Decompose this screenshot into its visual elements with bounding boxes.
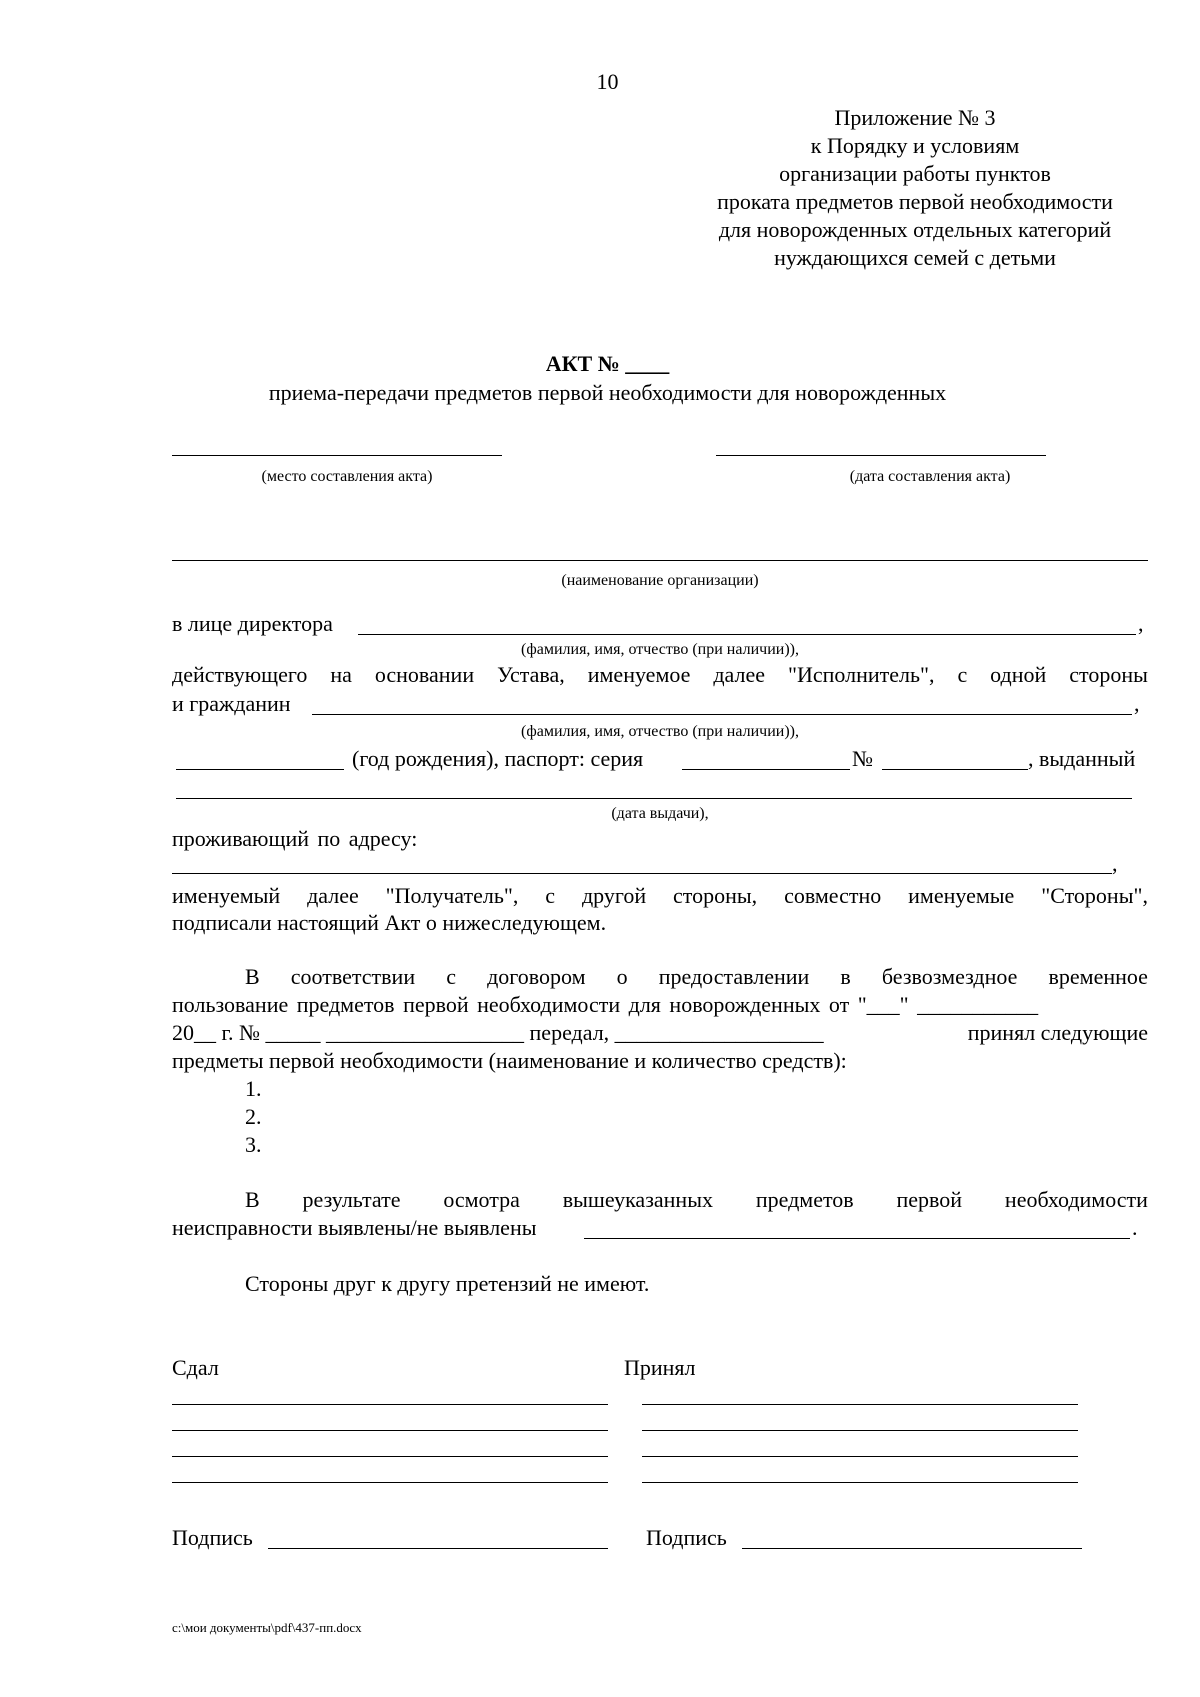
comma: , [1134,691,1140,716]
handed-label: Сдал [172,1355,219,1380]
word: предоставлении [658,964,810,989]
citizen-label: и гражданин [172,691,291,716]
appendix-line: организации работы пунктов [779,161,1051,186]
appendix-line: к Порядку и условиям [810,133,1020,158]
citizen-field[interactable] [312,714,1132,715]
word: именуемое [587,662,691,687]
word: первой [896,1187,963,1212]
organization-field[interactable] [172,560,1148,561]
signature-field-right[interactable] [742,1548,1082,1549]
handed-line-1[interactable] [172,1404,608,1405]
act-title: АКТ № ____ [545,351,670,376]
fio-caption-2: (фамилия, имя, отчество (при наличии)), [521,723,799,740]
word: о [616,964,628,989]
word: результате [302,1187,401,1212]
word: "Получатель", [385,883,519,908]
para2-line2: неисправности выявлены/не выявлены [172,1215,537,1240]
word: далее [307,883,359,908]
comma: , [1138,611,1144,636]
word: на [330,662,352,687]
accepted-line-1[interactable] [642,1404,1078,1405]
address-label: проживающий по адресу: [172,826,418,851]
signed-text: подписали настоящий Акт о нижеследующем. [172,910,607,935]
word: с [545,883,556,908]
word: стороны [1069,662,1148,687]
appendix-line: Приложение № 3 [834,105,996,130]
birth-year-field[interactable] [176,769,344,770]
defects-field[interactable] [584,1238,1130,1239]
appendix-line: проката предметов первой необходимости [717,189,1113,214]
word: "Стороны", [1041,883,1148,908]
date-field[interactable] [716,455,1046,456]
number-sign: № [852,746,873,771]
act-subtitle: приема-передачи предметов первой необходимости для новорожденных [268,380,947,405]
word: именуемые [908,883,1015,908]
list-item: 2. [245,1104,262,1129]
handed-line-3[interactable] [172,1456,608,1457]
para1-line3: 20__ г. № _____ __________________ передал, ___________________ [172,1020,824,1045]
birth-year-label: (год рождения), паспорт: серия [352,746,644,771]
appendix-line: нуждающихся семей с детьми [774,245,1056,270]
comma: , [1112,851,1118,876]
address-field[interactable] [172,873,1112,874]
word: В [245,964,260,989]
word: одной [990,662,1047,687]
fio-caption-1: (фамилия, имя, отчество (при наличии)), [521,641,799,658]
para1-line3-end: принял следующие [967,1020,1148,1045]
word: далее [713,662,766,687]
handed-line-2[interactable] [172,1430,608,1431]
para1-line2: пользование предметов первой необходимости для новорожденных от "___" ___________ [172,992,1039,1017]
word: предметов [755,1187,854,1212]
place-field[interactable] [172,455,502,456]
passport-number-field[interactable] [882,769,1028,770]
word: другой [581,883,647,908]
word: действующего [172,662,308,687]
word: необходимости [1004,1187,1148,1212]
signature-field-left[interactable] [268,1548,608,1549]
word: именуемый [172,883,281,908]
word: вышеуказанных [562,1187,713,1212]
word: договором [487,964,586,989]
word: Устава, [497,662,565,687]
page-number: 10 [596,69,619,94]
acting-line [172,661,1148,689]
word: с [957,662,968,687]
word: безвозмездное [881,964,1018,989]
word: соответствии [290,964,416,989]
para1-line1 [245,963,1148,991]
period: . [1132,1215,1138,1240]
accepted-line-3[interactable] [642,1456,1078,1457]
handed-line-4[interactable] [172,1482,608,1483]
word: временное [1048,964,1148,989]
word: с [446,964,456,989]
date-caption: (дата составления акта) [849,468,1011,485]
accepted-label: Принял [624,1355,696,1380]
recipient-line [172,882,1148,910]
claims-text: Стороны друг к другу претензий не имеют. [245,1271,650,1296]
place-caption: (место составления акта) [261,468,433,485]
word: "Исполнитель", [787,662,935,687]
issuer-field[interactable] [176,798,1132,799]
footer-path: c:\мои документы\pdf\437-пп.docx [172,1620,362,1635]
word: В [245,1187,260,1212]
para2-line1 [245,1186,1148,1214]
para1-line4: предметы первой необходимости (наименование и количество средств): [172,1048,847,1073]
accepted-line-2[interactable] [642,1430,1078,1431]
director-field[interactable] [358,634,1136,635]
issue-date-caption: (дата выдачи), [611,805,709,822]
word: в [840,964,851,989]
passport-series-field[interactable] [682,769,850,770]
director-label: в лице директора [172,611,333,636]
issued-label: , выданный [1028,746,1136,771]
list-item: 3. [245,1132,262,1157]
list-item: 1. [245,1076,262,1101]
signature-label-right: Подпись [646,1525,727,1550]
word: стороны, [673,883,758,908]
signature-label-left: Подпись [172,1525,253,1550]
word: совместно [784,883,882,908]
word: осмотра [443,1187,520,1212]
org-caption: (наименование организации) [561,572,759,589]
word: основании [374,662,475,687]
accepted-line-4[interactable] [642,1482,1078,1483]
appendix-line: для новорожденных отдельных категорий [718,217,1112,242]
appendix-block [690,104,1140,272]
